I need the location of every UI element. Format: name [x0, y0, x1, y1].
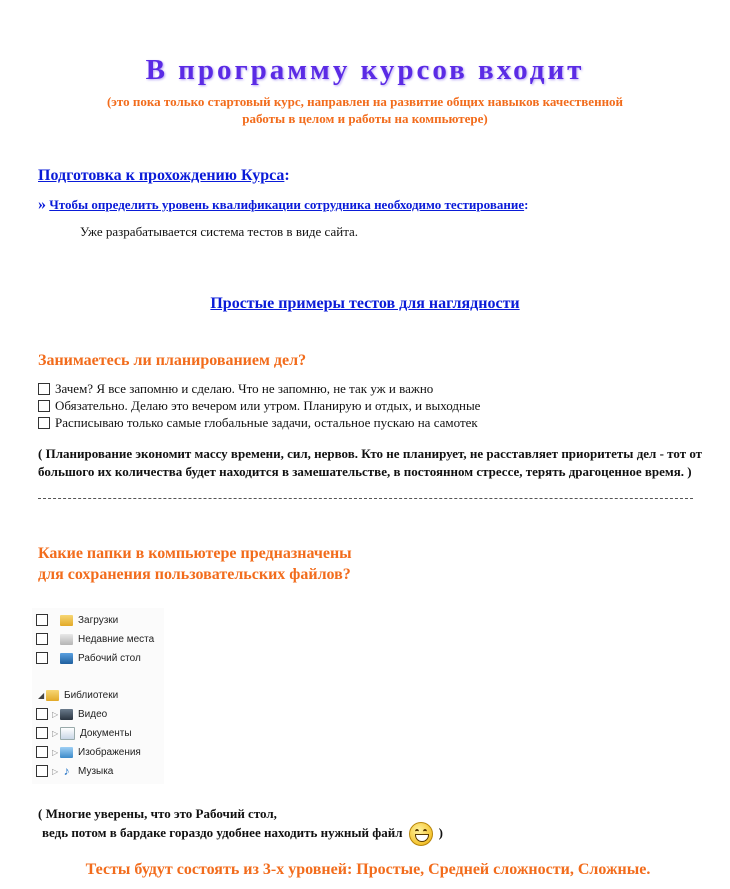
planning-note: ( Планирование экономит массу времени, сил, нервов. Кто не планирует, не расставляет приоритеты дел - тот от большого их количества будет находится в замешательстве, в постоянном стрессе, терять драгоценное время. ) [38, 446, 703, 479]
downloads-folder-icon [60, 615, 73, 626]
question-2-line-2: для сохранения пользовательских файлов? [38, 566, 351, 583]
page-title: В программу курсов входит [145, 54, 585, 86]
collapse-arrow-icon[interactable]: ▷ [52, 728, 59, 738]
smiley-icon [409, 822, 433, 846]
prep-link[interactable]: Подготовка к прохождению Курса [38, 167, 285, 184]
desktop-icon [60, 653, 73, 664]
documents-icon [60, 727, 75, 740]
checkbox[interactable] [36, 652, 48, 664]
checkbox[interactable] [36, 614, 48, 626]
checkbox[interactable] [36, 765, 48, 777]
tree-label: Видео [78, 708, 108, 720]
test-levels: Тесты будут состоять из 3-х уровней: Простые, Средней сложности, Сложные. [85, 861, 651, 878]
checkbox[interactable] [38, 417, 50, 429]
collapse-arrow-icon[interactable]: ▷ [52, 709, 59, 719]
folder-tree [32, 608, 164, 784]
tree-label: Библиотеки [64, 689, 119, 701]
qualification-suffix: : [524, 197, 529, 212]
tree-label: Рабочий стол [78, 652, 141, 664]
checkbox[interactable] [36, 633, 48, 645]
page-subtitle: (это пока только стартовый курс, направлен на развитие общих навыков качественной работы в целом и работы на компьютере) [106, 94, 624, 126]
recent-places-icon [60, 634, 73, 645]
checkbox[interactable] [36, 746, 48, 758]
desktop-note [38, 805, 443, 846]
collapse-arrow-icon[interactable]: ▷ [52, 766, 59, 776]
tree-item-downloads[interactable] [36, 612, 118, 628]
question-2-line-1: Какие папки в компьютере предназначены [38, 545, 352, 562]
checkbox[interactable] [36, 708, 48, 720]
option-3[interactable] [38, 414, 480, 431]
tree-item-music[interactable] [36, 763, 113, 779]
expand-arrow-icon[interactable]: ◢ [38, 690, 45, 700]
tree-item-libraries[interactable] [38, 687, 118, 703]
question-1-options [38, 380, 480, 431]
checkbox[interactable] [38, 383, 50, 395]
tree-item-desktop[interactable] [36, 650, 141, 666]
checkbox[interactable] [38, 400, 50, 412]
desktop-note-line-1: ( Многие уверены, что это Рабочий стол, [38, 806, 277, 821]
tree-label: Недавние места [78, 633, 155, 645]
question-2 [38, 543, 352, 585]
collapse-arrow-icon[interactable]: ▷ [52, 747, 59, 757]
pictures-icon [60, 747, 73, 758]
option-label: Зачем? Я все запомню и сделаю. Что не запомню, не так уж и важно [55, 381, 434, 396]
tree-label: Изображения [78, 746, 141, 758]
desktop-note-text: ведь потом в бардаке гораздо удобнее находить нужный файл [42, 824, 403, 840]
prep-heading [38, 167, 290, 185]
tree-item-video[interactable] [36, 706, 107, 722]
tree-label: Документы [80, 727, 132, 739]
music-icon: ♪ [63, 763, 70, 778]
option-1[interactable] [38, 380, 480, 397]
qualification-line [38, 196, 528, 214]
libraries-icon [46, 690, 59, 701]
qualification-link[interactable]: Чтобы определить уровень квалификации сотрудника необходимо тестирование [49, 197, 525, 212]
divider [38, 498, 693, 499]
option-label: Расписываю только самые глобальные задачи, остальное пускаю на самотек [55, 415, 478, 430]
examples-link[interactable]: Простые примеры тестов для наглядности [210, 295, 520, 312]
desktop-note-line-2 [38, 822, 443, 846]
tree-label: Загрузки [78, 614, 119, 626]
tree-item-documents[interactable] [36, 725, 132, 741]
question-1: Занимаетесь ли планированием дел? [38, 352, 307, 369]
development-note: Уже разрабатывается система тестов в виде сайта. [80, 224, 359, 239]
checkbox[interactable] [36, 727, 48, 739]
option-2[interactable] [38, 397, 480, 414]
video-icon [60, 709, 73, 720]
tree-item-pictures[interactable] [36, 744, 141, 760]
tree-item-recent-places[interactable] [36, 631, 154, 647]
option-label: Обязательно. Делаю это вечером или утром. Планирую и отдых, и выходные [55, 398, 481, 413]
prep-suffix: : [284, 167, 290, 184]
arrow-icon: » [38, 196, 46, 213]
tree-label: Музыка [78, 765, 114, 777]
desktop-note-close: ) [438, 824, 443, 840]
examples-heading [0, 295, 730, 313]
